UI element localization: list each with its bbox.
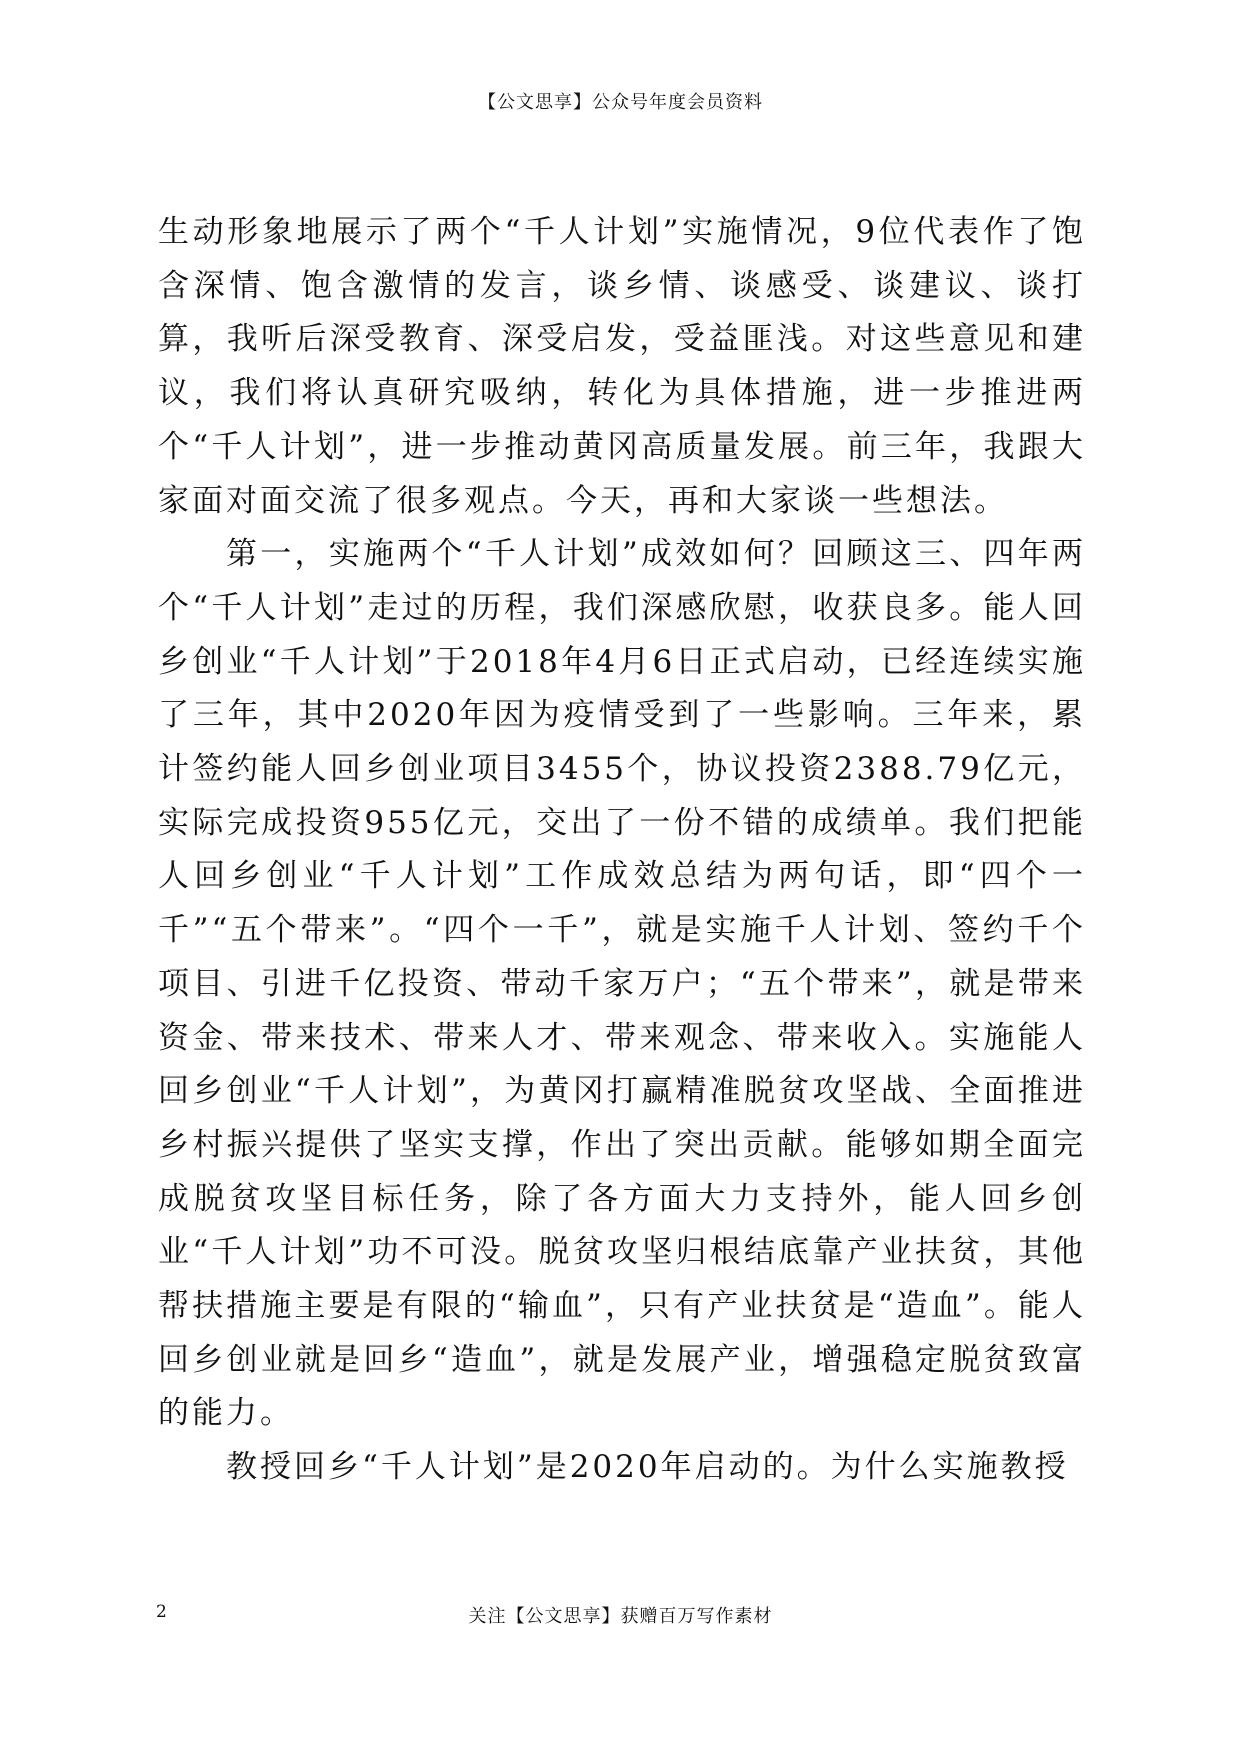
page-number: 2: [156, 1602, 167, 1622]
paragraph-continuation: 生动形象地展示了两个“千人计划”实施情况，9位代表作了饱含深情、饱含激情的发言，谈乡情、谈感受、谈建议、谈打算，我听后深受教育、深受启发，受益匪浅。对这些意见和建议，我们将认真研究吸纳，转化为具体措施，进一步推进两个“千人计划”，进一步推动黄冈高质量发展。前三年，我跟大家面对面交流了很多观点。今天，再和大家谈一些想法。: [158, 214, 1086, 519]
page-footer: 关注【公文思享】获赠百万写作素材: [468, 1606, 773, 1627]
paragraph-achievements: 第一，实施两个“千人计划”成效如何？回顾这三、四年两个“千人计划”走过的历程，我们深感欣慰，收获良多。能人回乡创业“千人计划”于2018年4月6日正式启动，已经连续实施了三年，其中2020年因为疫情受到了一些影响。三年来，累计签约能人回乡创业项目3455个，协议投资2388.79亿元，实际完成投资955亿元，交出了一份不错的成绩单。我们把能人回乡创业“千人计划”工作成效总结为两句话，即“四个一千”“五个带来”。“四个一千”，就是实施千人计划、签约千个项目、引进千亿投资、带动千家万户；“五个带来”，就是带来资金、带来技术、带来人才、带来观念、带来收入。实施能人回乡创业“千人计划”，为黄冈打赢精准脱贫攻坚战、全面推进乡村振兴提供了坚实支撑，作出了突出贡献。能够如期全面完成脱贫攻坚目标任务，除了各方面大力支持外，能人回乡创业“千人计划”功不可没。脱贫攻坚归根结底靠产业扶贫，其他帮扶措施主要是有限的“输血”，只有产业扶贫是“造血”。能人回乡创业就是回乡“造血”，就是发展产业，增强稳定脱贫致富的能力。: [158, 536, 1086, 1432]
paragraph-professor-plan: 教授回乡“千人计划”是2020年启动的。为什么实施教授: [226, 1449, 1069, 1486]
document-body: [158, 206, 1086, 1495]
page-header: 【公文思享】公众号年度会员资料: [478, 92, 763, 113]
